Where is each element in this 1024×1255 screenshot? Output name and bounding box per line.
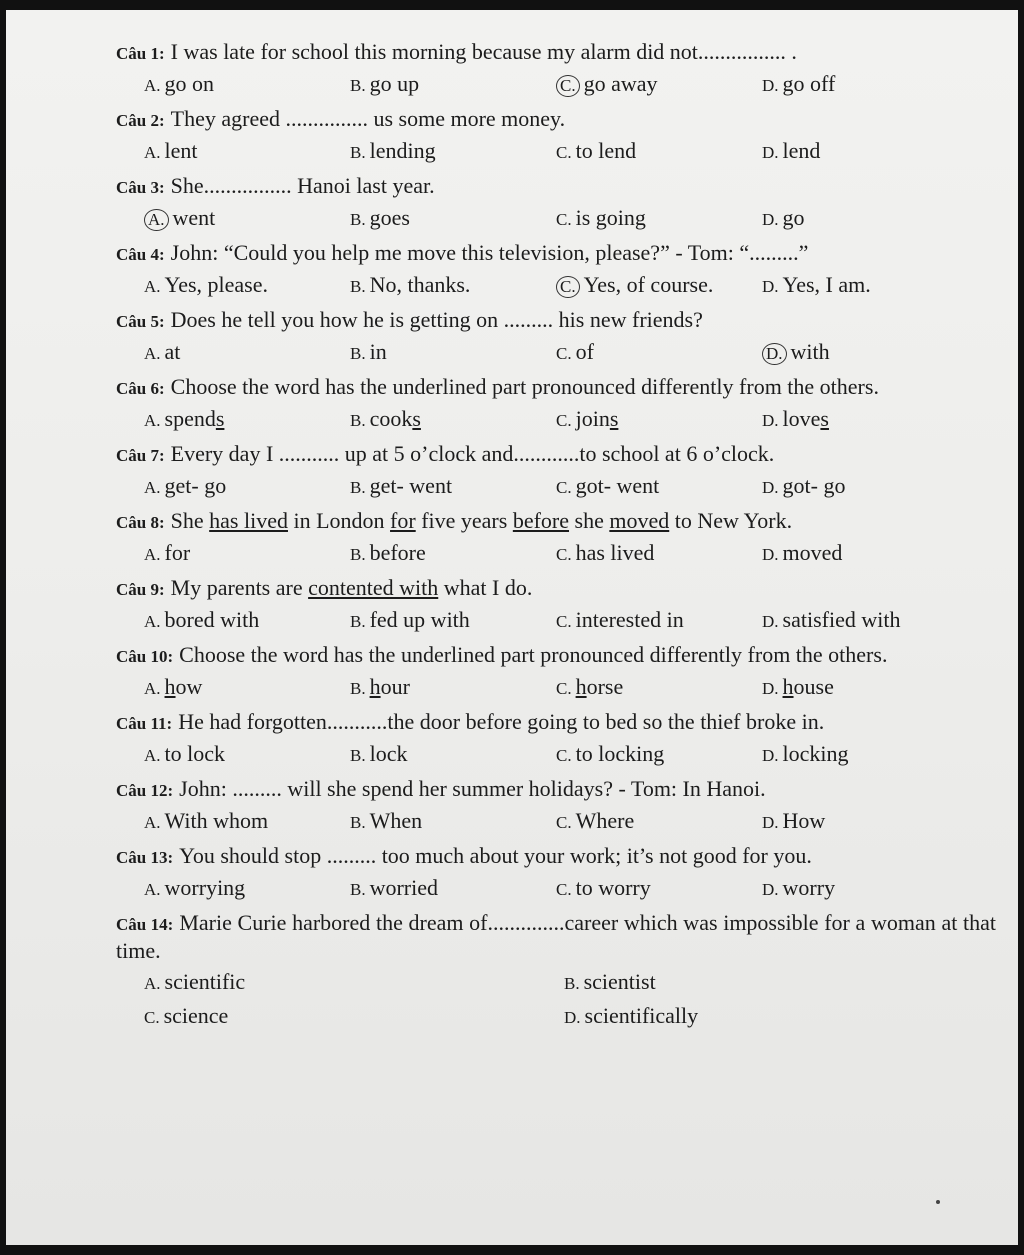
option-letter: A. <box>144 75 161 95</box>
option-b[interactable] <box>350 807 556 835</box>
options-row <box>144 338 996 366</box>
circled-answer-letter: C. <box>556 75 580 97</box>
options-row <box>144 606 996 634</box>
option-text: worry <box>782 874 836 900</box>
option-d[interactable] <box>564 1002 984 1030</box>
question-label: Câu 10: <box>116 647 174 666</box>
option-b[interactable] <box>350 539 556 567</box>
options-row <box>144 405 996 433</box>
underlined-phrase: has lived <box>209 508 288 533</box>
option-text: scientific <box>164 969 246 994</box>
option-letter: A. <box>144 142 161 162</box>
options-row <box>144 807 996 835</box>
option-text: scientifically <box>584 1002 699 1028</box>
option-d[interactable] <box>762 137 968 165</box>
option-letter: C. <box>556 611 572 631</box>
question-5 <box>116 306 996 365</box>
option-text: before <box>369 539 426 565</box>
option-letter: B. <box>350 611 366 631</box>
option-letter: A. <box>144 611 161 631</box>
option-c[interactable] <box>556 673 762 701</box>
question-2 <box>116 105 996 164</box>
options-row <box>144 137 996 165</box>
underlined-phrase: moved <box>609 508 670 533</box>
option-text: Yes, please. <box>164 271 269 297</box>
option-letter: D. <box>762 75 779 95</box>
question-1 <box>116 38 996 97</box>
options-row <box>144 271 996 299</box>
option-letter: B. <box>350 276 366 296</box>
option-letter: C. <box>556 343 572 363</box>
option-letter: C. <box>556 879 572 899</box>
option-letter: B. <box>350 812 366 832</box>
option-text: scientist <box>583 969 656 994</box>
stem-text: You should stop ......... too much about your work; it’s not good for you. <box>179 843 812 868</box>
option-letter: A. <box>144 745 161 765</box>
underlined-letter: s <box>820 405 829 431</box>
question-label: Câu 13: <box>116 848 174 867</box>
option-letter: A. <box>144 812 161 832</box>
question-label: Câu 9: <box>116 580 165 599</box>
option-a[interactable] <box>144 673 350 701</box>
stem-text: She <box>170 508 210 533</box>
option-d[interactable] <box>762 472 968 500</box>
option-d[interactable] <box>762 673 968 701</box>
option-letter: A. <box>144 879 161 899</box>
option-text: Yes, of course. <box>583 271 714 297</box>
option-letter: B. <box>350 745 366 765</box>
question-stem <box>116 507 996 535</box>
option-c[interactable] <box>556 606 762 634</box>
question-label: Câu 4: <box>116 245 165 264</box>
question-stem <box>116 239 996 267</box>
option-a[interactable] <box>144 338 350 366</box>
option-text: lock <box>369 740 408 766</box>
option-d[interactable] <box>762 271 968 299</box>
stem-text: what I do. <box>438 575 533 600</box>
question-label: Câu 3: <box>116 178 165 197</box>
option-c[interactable] <box>556 874 762 902</box>
option-text: lending <box>369 137 436 163</box>
options-row <box>144 673 996 701</box>
option-letter: D. <box>762 678 779 698</box>
option-letter: A. <box>144 477 161 497</box>
question-12 <box>116 775 996 834</box>
option-text: go on <box>164 70 215 96</box>
option-a[interactable] <box>144 271 350 299</box>
underlined-phrase: contented with <box>308 575 439 600</box>
stem-text: Does he tell you how he is getting on ......... his new friends? <box>170 307 703 332</box>
option-a[interactable] <box>144 137 350 165</box>
question-label: Câu 6: <box>116 379 165 398</box>
option-text: in <box>369 338 387 364</box>
stem-text: she <box>569 508 610 533</box>
option-letter: A. <box>144 410 161 430</box>
question-stem <box>116 105 996 133</box>
option-letter: C. <box>556 477 572 497</box>
stem-text: I was late for school this morning because my alarm did not................ . <box>170 39 797 64</box>
question-label: Câu 1: <box>116 44 165 63</box>
option-b[interactable] <box>350 740 556 768</box>
option-b[interactable] <box>350 874 556 902</box>
option-text: locking <box>782 740 849 766</box>
option-text: to lend <box>575 137 637 163</box>
option-letter: D. <box>762 544 779 564</box>
option-b[interactable] <box>350 338 556 366</box>
option-text: cook <box>369 405 413 431</box>
option-letter: C. <box>556 142 572 162</box>
option-letter: D. <box>762 209 779 229</box>
option-text: No, thanks. <box>369 271 471 297</box>
speck-mark <box>936 1200 940 1204</box>
option-text: for <box>164 539 191 565</box>
option-letter: A. <box>144 343 161 363</box>
option-text: go away <box>583 70 658 96</box>
question-label: Câu 2: <box>116 111 165 130</box>
option-text: interested in <box>575 606 684 632</box>
question-3 <box>116 172 996 231</box>
option-b[interactable] <box>350 472 556 500</box>
question-14 <box>116 909 996 1029</box>
option-letter: D. <box>762 812 779 832</box>
option-text: go off <box>782 70 836 96</box>
option-text: love <box>782 405 821 431</box>
option-text: our <box>380 673 410 699</box>
option-letter: B. <box>350 544 366 564</box>
underlined-phrase: before <box>512 508 570 533</box>
question-6 <box>116 373 996 432</box>
stem-text: John: “Could you help me move this television, please?” - Tom: “.........” <box>170 240 809 265</box>
option-letter: C. <box>556 209 572 229</box>
option-text: fed up with <box>369 606 470 632</box>
option-c[interactable] <box>556 137 762 165</box>
option-d[interactable] <box>762 338 968 366</box>
stem-text: five years <box>415 508 513 533</box>
underlined-phrase: for <box>390 508 416 533</box>
option-d[interactable] <box>762 606 968 634</box>
question-9 <box>116 574 996 633</box>
option-d[interactable] <box>762 740 968 768</box>
option-text: lent <box>164 137 198 163</box>
option-letter: B. <box>350 209 366 229</box>
question-stem <box>116 38 996 66</box>
option-text: orse <box>586 673 624 699</box>
question-stem <box>116 306 996 334</box>
option-letter: A. <box>144 276 161 296</box>
option-a[interactable] <box>144 874 350 902</box>
stem-text: Marie Curie harbored the dream of..............career which was impossible for a woman at that time. <box>116 910 996 963</box>
option-text: went <box>172 204 216 230</box>
option-letter: D. <box>762 142 779 162</box>
option-text: got- went <box>575 472 660 498</box>
option-text: Yes, I am. <box>782 271 871 297</box>
question-stem <box>116 440 996 468</box>
options-row <box>144 1002 996 1030</box>
stem-text: My parents are <box>170 575 309 600</box>
option-text: When <box>369 807 423 833</box>
option-c[interactable] <box>556 338 762 366</box>
stem-text: Choose the word has the underlined part pronounced differently from the others. <box>170 374 879 399</box>
option-text: goes <box>369 204 410 230</box>
option-text: satisfied with <box>782 606 901 632</box>
option-c[interactable] <box>556 807 762 835</box>
option-text: at <box>164 338 181 364</box>
option-d[interactable] <box>762 405 968 433</box>
option-b[interactable] <box>350 70 556 98</box>
option-d[interactable] <box>762 539 968 567</box>
option-text: with <box>790 338 830 364</box>
option-text: ouse <box>793 673 834 699</box>
underlined-letter: h <box>164 673 176 699</box>
option-letter: D. <box>762 611 779 631</box>
option-letter: A. <box>144 974 161 993</box>
option-a[interactable] <box>144 740 350 768</box>
option-letter: A. <box>144 678 161 698</box>
option-b[interactable] <box>564 968 984 996</box>
option-text: of <box>575 338 594 364</box>
option-a[interactable] <box>144 70 350 98</box>
question-stem <box>116 909 996 964</box>
option-letter: D. <box>762 410 779 430</box>
option-b[interactable] <box>350 606 556 634</box>
option-c[interactable] <box>556 740 762 768</box>
option-text: lend <box>782 137 821 163</box>
option-letter: D. <box>762 276 779 296</box>
option-text: to worry <box>575 874 651 900</box>
option-b[interactable] <box>350 271 556 299</box>
option-text: spend <box>164 405 216 431</box>
question-10 <box>116 641 996 700</box>
option-text: bored with <box>164 606 260 632</box>
options-row <box>144 472 996 500</box>
options-row <box>144 968 996 996</box>
option-text: got- go <box>782 472 846 498</box>
stem-text: Every day I ........... up at 5 o’clock and............to school at 6 o’clock. <box>170 441 775 466</box>
underlined-letter: s <box>609 405 619 431</box>
question-8 <box>116 507 996 566</box>
option-text: moved <box>782 539 843 565</box>
underlined-letter: s <box>215 405 225 431</box>
option-text: go <box>782 204 805 230</box>
option-letter: B. <box>350 410 366 430</box>
option-letter: D. <box>762 879 779 899</box>
option-a[interactable] <box>144 606 350 634</box>
option-text: worrying <box>164 874 246 900</box>
option-text: worried <box>369 874 439 900</box>
question-7 <box>116 440 996 499</box>
option-a[interactable] <box>144 405 350 433</box>
question-label: Câu 7: <box>116 446 165 465</box>
option-text: Where <box>575 807 635 833</box>
question-label: Câu 11: <box>116 714 173 733</box>
question-stem <box>116 172 996 200</box>
question-stem <box>116 641 996 669</box>
worksheet-page <box>6 10 1018 1245</box>
option-a[interactable] <box>144 807 350 835</box>
question-stem <box>116 708 996 736</box>
option-c[interactable] <box>556 472 762 500</box>
stem-text: Choose the word has the underlined part pronounced differently from the others. <box>179 642 888 667</box>
option-a[interactable] <box>144 539 350 567</box>
option-letter: C. <box>144 1007 160 1027</box>
stem-text: He had forgotten...........the door before going to bed so the thief broke in. <box>178 709 825 734</box>
option-letter: C. <box>556 678 572 698</box>
option-text: is going <box>575 204 646 230</box>
question-label: Câu 12: <box>116 781 174 800</box>
option-letter: C. <box>556 410 572 430</box>
option-b[interactable] <box>350 405 556 433</box>
option-d[interactable] <box>762 874 968 902</box>
option-b[interactable] <box>350 204 556 232</box>
question-stem <box>116 574 996 602</box>
question-13 <box>116 842 996 901</box>
option-text: ow <box>175 673 203 699</box>
option-text: With whom <box>164 807 269 833</box>
underlined-letter: h <box>575 673 587 699</box>
stem-text: She................ Hanoi last year. <box>170 173 435 198</box>
stem-text: in London <box>287 508 391 533</box>
option-b[interactable] <box>350 137 556 165</box>
option-letter: D. <box>762 477 779 497</box>
option-letter: B. <box>350 75 366 95</box>
option-text: has lived <box>575 539 655 565</box>
option-letter: C. <box>556 812 572 832</box>
option-letter: B. <box>350 142 366 162</box>
option-d[interactable] <box>762 70 968 98</box>
options-row <box>144 204 996 232</box>
options-row <box>144 70 996 98</box>
option-letter: B. <box>350 477 366 497</box>
option-c[interactable] <box>556 539 762 567</box>
option-letter: B. <box>564 974 580 993</box>
option-c[interactable] <box>144 1002 564 1030</box>
options-row <box>144 740 996 768</box>
question-stem <box>116 373 996 401</box>
circled-answer-letter: C. <box>556 276 580 298</box>
option-d[interactable] <box>762 204 968 232</box>
option-letter: C. <box>556 544 572 564</box>
question-label: Câu 8: <box>116 513 165 532</box>
option-text: join <box>575 405 610 431</box>
options-row <box>144 874 996 902</box>
option-a[interactable] <box>144 204 350 232</box>
question-list <box>116 38 996 1037</box>
underlined-letter: h <box>782 673 794 699</box>
question-label: Câu 14: <box>116 915 174 934</box>
option-a[interactable] <box>144 472 350 500</box>
question-stem <box>116 775 996 803</box>
stem-text: to New York. <box>669 508 793 533</box>
option-d[interactable] <box>762 807 968 835</box>
option-letter: A. <box>144 544 161 564</box>
option-letter: C. <box>556 745 572 765</box>
option-c[interactable] <box>556 405 762 433</box>
underlined-letter: s <box>412 405 421 431</box>
option-letter: B. <box>350 678 366 698</box>
underlined-letter: h <box>369 673 381 699</box>
option-letter: D. <box>564 1007 581 1027</box>
option-letter: B. <box>350 879 366 899</box>
option-letter: D. <box>762 745 779 765</box>
circled-answer-letter: A. <box>144 209 169 231</box>
question-4 <box>116 239 996 298</box>
stem-text: John: ......... will she spend her summer holidays? - Tom: In Hanoi. <box>179 776 766 801</box>
option-text: to locking <box>575 740 665 766</box>
option-letter: B. <box>350 343 366 363</box>
option-text: get- go <box>164 472 227 498</box>
option-a[interactable] <box>144 968 564 996</box>
option-text: How <box>782 807 826 833</box>
option-b[interactable] <box>350 673 556 701</box>
option-text: science <box>163 1002 229 1028</box>
stem-text: They agreed ............... us some more money. <box>170 106 566 131</box>
circled-answer-letter: D. <box>762 343 787 365</box>
option-c[interactable] <box>556 271 762 299</box>
option-text: to lock <box>164 740 226 766</box>
option-text: get- went <box>369 472 453 498</box>
question-stem <box>116 842 996 870</box>
option-c[interactable] <box>556 204 762 232</box>
question-11 <box>116 708 996 767</box>
option-c[interactable] <box>556 70 762 98</box>
question-label: Câu 5: <box>116 312 165 331</box>
options-row <box>144 539 996 567</box>
option-text: go up <box>369 70 420 96</box>
